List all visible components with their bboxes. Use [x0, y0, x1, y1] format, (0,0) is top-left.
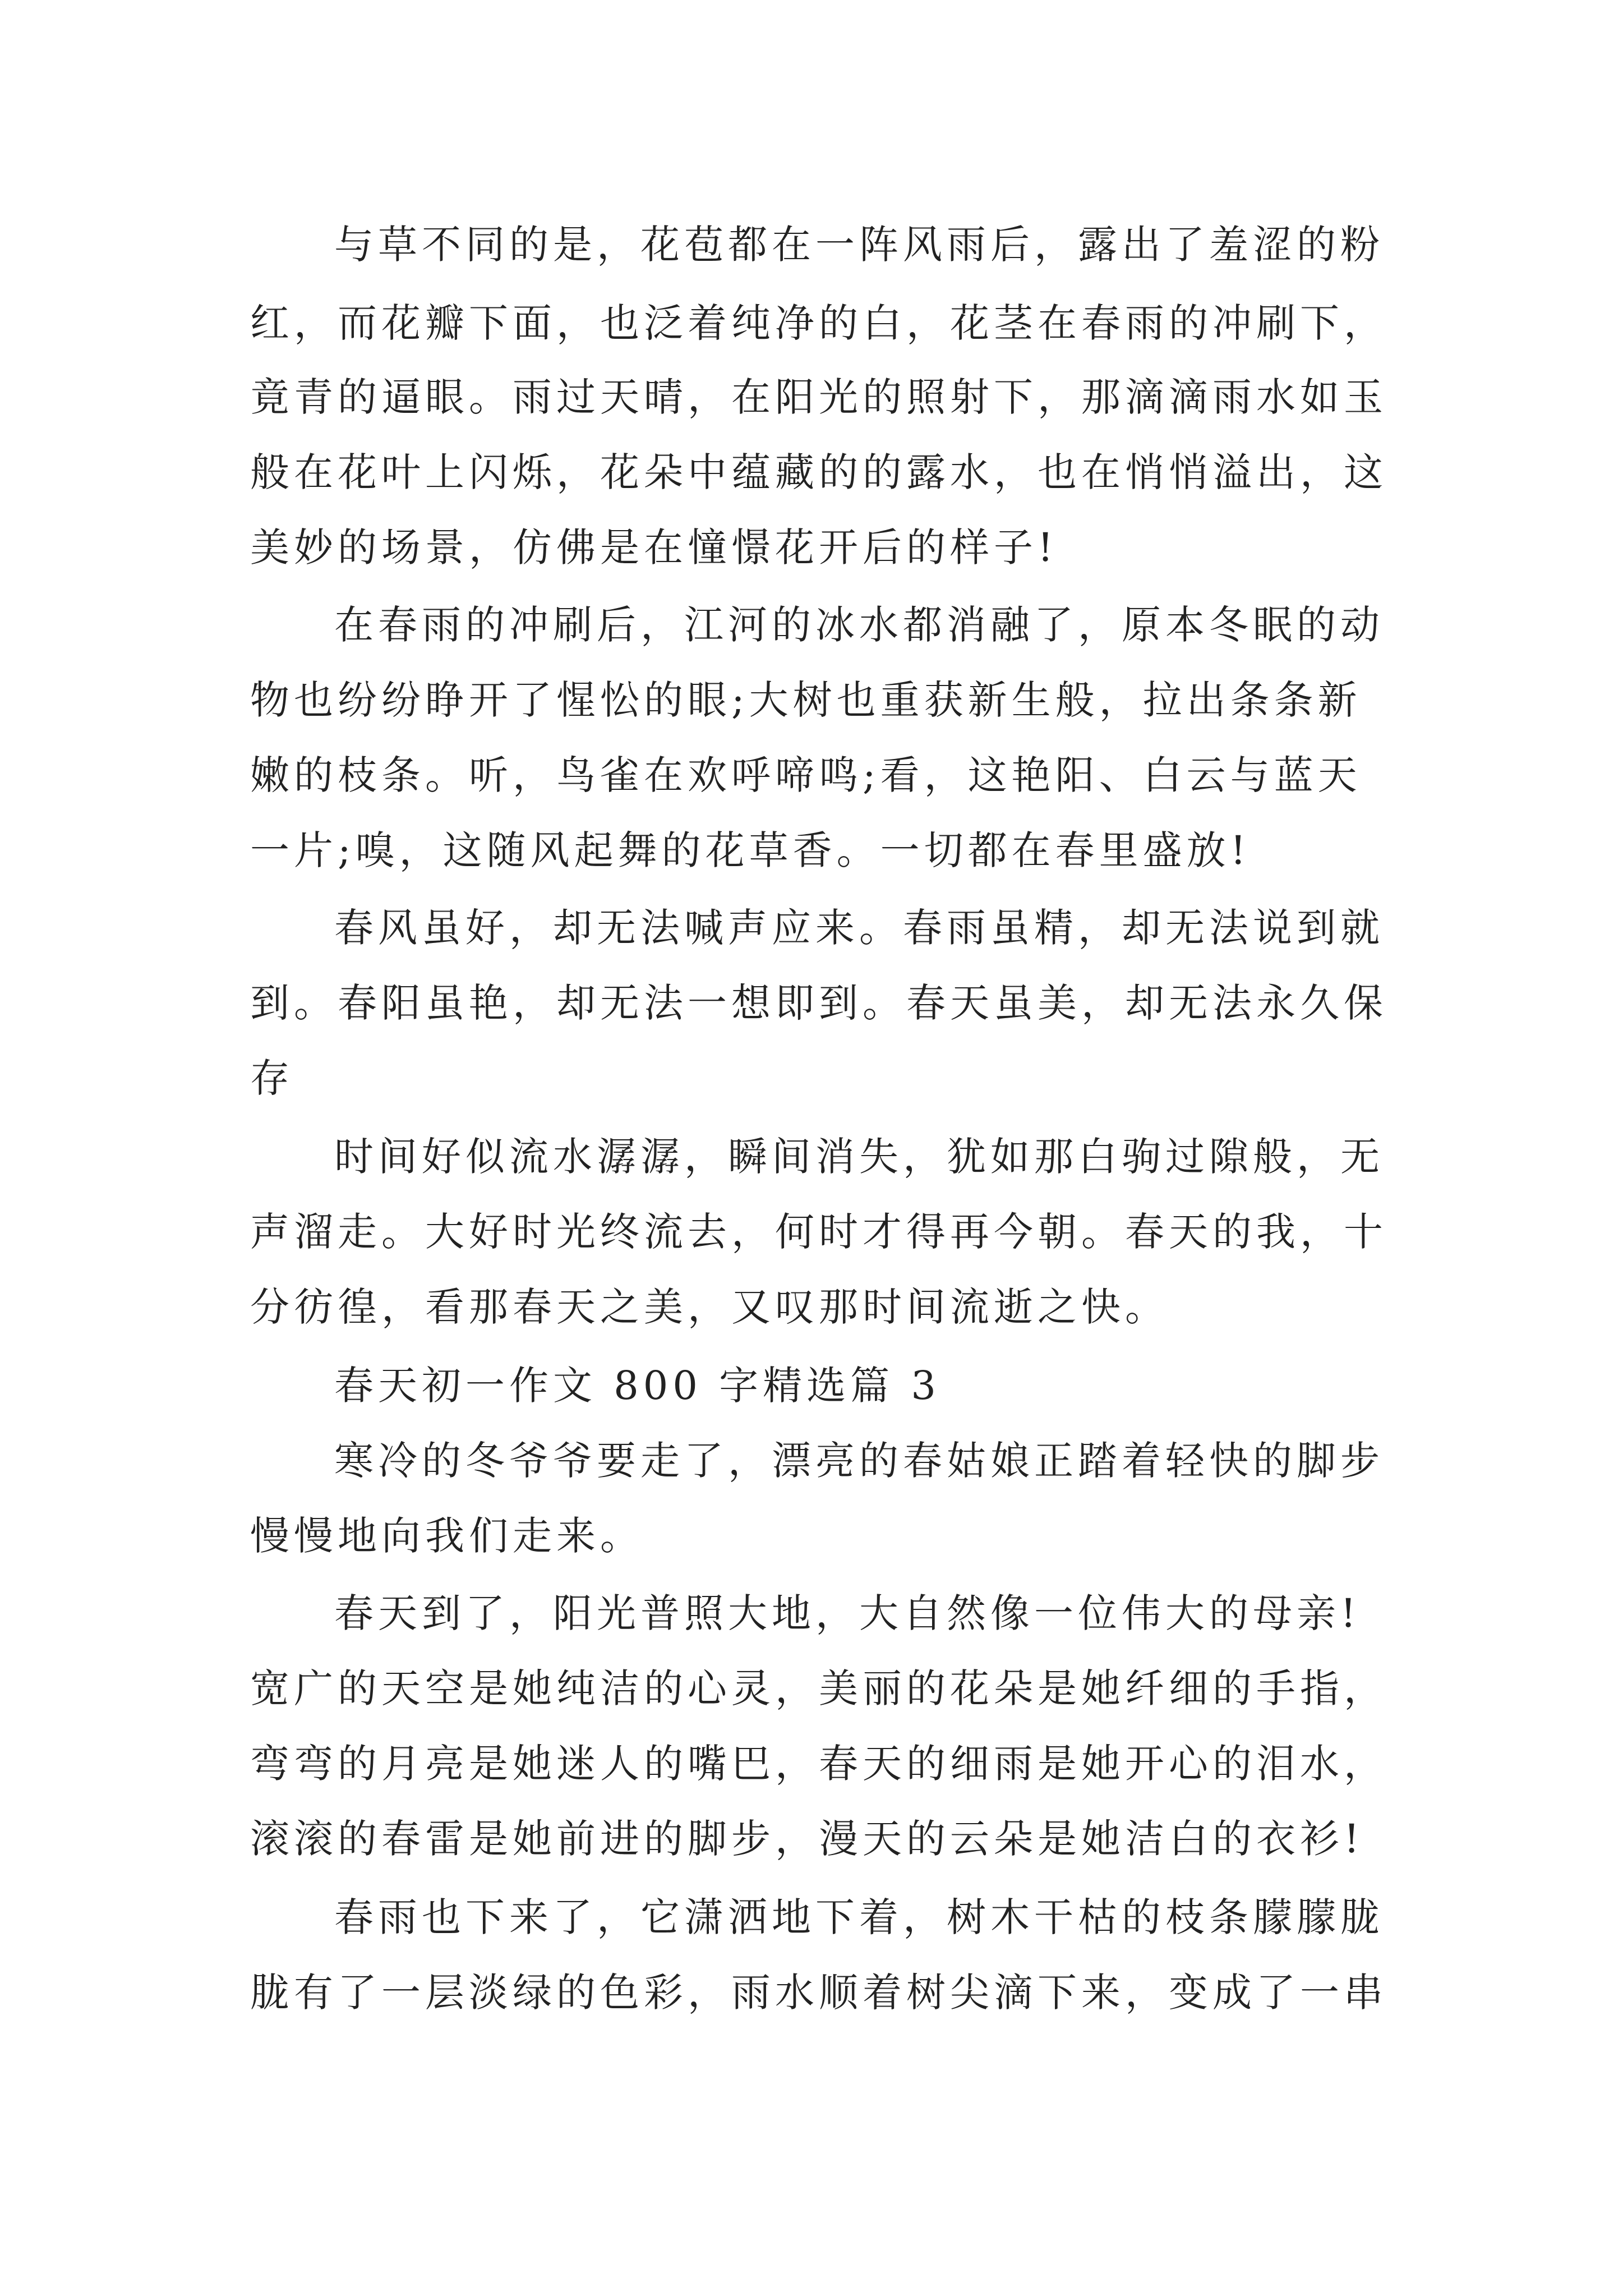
text-line: 声溜走。大好时光终流去，何时才得再今朝。春天的我，十	[250, 1209, 1387, 1255]
text-line: 胧有了一层淡绿的色彩，雨水顺着树尖滴下来，变成了一串	[250, 1970, 1387, 2016]
text-line: 存	[250, 1055, 294, 1101]
text-line: 春雨也下来了，它潇洒地下着，树木干枯的枝条朦朦胧	[334, 1894, 1384, 1940]
section-heading: 春天初一作文 800 字精选篇 3	[334, 1363, 940, 1409]
text-line: 到。春阳虽艳，却无法一想即到。春天虽美，却无法永久保	[250, 980, 1387, 1026]
text-line: 物也纷纷睁开了惺忪的眼;大树也重获新生般，拉出条条新	[250, 677, 1362, 723]
text-line: 滚滚的春雷是她前进的脚步，漫天的云朵是她洁白的衣衫!	[250, 1816, 1364, 1862]
text-line: 弯弯的月亮是她迷人的嘴巴，春天的细雨是她开心的泪水，	[250, 1741, 1387, 1787]
text-line: 分彷徨，看那春天之美，又叹那时间流逝之快。	[250, 1284, 1169, 1330]
text-line: 在春雨的冲刷后，江河的冰水都消融了，原本冬眠的动	[334, 602, 1384, 648]
text-line: 红，而花瓣下面，也泛着纯净的白，花茎在春雨的冲刷下，	[250, 300, 1387, 346]
text-line: 春天到了，阳光普照大地，大自然像一位伟大的母亲!	[334, 1590, 1361, 1636]
text-line: 寒冷的冬爷爷要走了，漂亮的春姑娘正踏着轻快的脚步	[334, 1438, 1384, 1484]
text-line: 嫩的枝条。听，鸟雀在欢呼啼鸣;看，这艳阳、白云与蓝天	[250, 752, 1362, 798]
text-line: 春风虽好，却无法喊声应来。春雨虽精，却无法说到就	[334, 905, 1384, 951]
text-line: 一片;嗅，这随风起舞的花草香。一切都在春里盛放!	[250, 827, 1251, 873]
text-line: 般在花叶上闪烁，花朵中蕴藏的的露水，也在悄悄溢出，这	[250, 449, 1387, 495]
text-line: 宽广的天空是她纯洁的心灵，美丽的花朵是她纤细的手指，	[250, 1665, 1387, 1711]
text-line: 慢慢地向我们走来。	[250, 1513, 644, 1559]
text-line: 与草不同的是，花苞都在一阵风雨后，露出了羞涩的粉	[334, 222, 1384, 268]
text-line: 时间好似流水潺潺，瞬间消失，犹如那白驹过隙般，无	[334, 1134, 1384, 1180]
text-line: 竟青的逼眼。雨过天晴，在阳光的照射下，那滴滴雨水如玉	[250, 374, 1387, 420]
text-line: 美妙的场景，仿佛是在憧憬花开后的样子!	[250, 524, 1058, 570]
